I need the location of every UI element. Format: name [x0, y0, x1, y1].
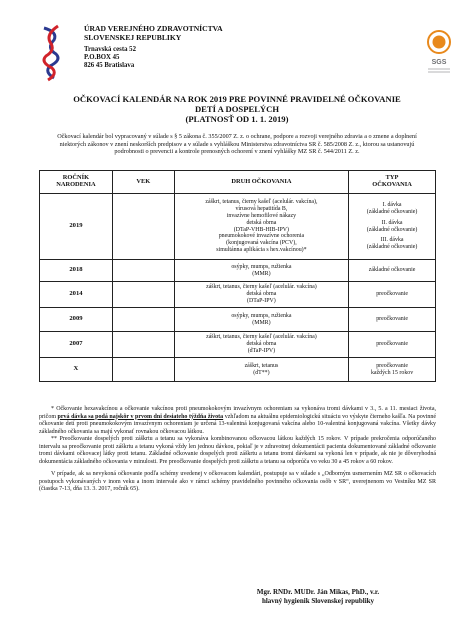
title-line: (PLATNOSŤ OD 1. 1. 2019) [185, 114, 289, 125]
vaccine-cell: záškrt, tetanus, čierny kašeľ (acelulár. vakcína) detská obrna (dTaP-IPV) [174, 332, 348, 358]
age-cell [112, 332, 174, 358]
year-cell: 2009 [40, 308, 113, 332]
signatory-name: Mgr. RNDr. MUDr. Ján Mikas, PhD., v.r. [256, 588, 380, 596]
age-cell [112, 260, 174, 282]
age-cell [112, 308, 174, 332]
table-row [40, 282, 436, 308]
footnote-double-star-text: Preočkovanie dospelých proti záškrtu a tetanu sa vykonáva kombinovanou očkovacou látkou každých 15 rokov. [59, 436, 342, 443]
closing-paragraph: V prípade, ak sa nevykoná očkovanie podľa schémy uvedenej v očkovacom kalendári, postupuje sa v súlade s „Odborným usmernením MZ SR o očkovacích postupoch vykonávaných v inom veku a inom intervale ako v rámci schémy pravidelného povinného očkovania osôb v SR“, uverejnenom vo Vestníku MZ SR (čiastka 7-13, dňa 13. 3. 2017, ročník 65). [39, 471, 436, 493]
table-row [40, 260, 436, 282]
age-cell [112, 194, 174, 260]
footnote-double-star [39, 436, 436, 466]
header-vek: VEK [112, 171, 174, 194]
title-line: OČKOVACÍ KALENDÁR NA ROK 2019 PRE POVINNÉ PRAVIDELNÉ OČKOVANIE [73, 94, 401, 104]
type-cell: základné očkovanie [349, 260, 436, 282]
vaccine-cell: záškrt, tetanus, čierny kašeľ (acelulár. vakcína), vírusová hepatitída B, invazívne hemofilové nákazy detská obrna (DTaP-VHB-HIB-IPV) pneumokokové invazívne ochorenia (konjugovaná vakcína (PCV), simultánna aplikácia s hex.vakcínou)* [174, 194, 348, 260]
table-row [40, 358, 436, 382]
organization-address [84, 46, 136, 71]
type-cell: preočkovanie každých 15 rokov [349, 358, 436, 382]
vaccine-cell: osýpky, mumps, ružienka (MMR) [174, 308, 348, 332]
footnote-star-text: Očkovanie hexavakcínou a očkovanie vakcínou proti pneumokokovým invazívnym ochoreniam sa vykonáva tromi dávkami v 3., 5. a 11. mesiaci života, pričom [39, 406, 437, 420]
signature-block [200, 588, 436, 606]
type-cell: I. dávka (základné očkovanie) II. dávka (základné očkovanie) III. dávka (základné očkovanie) [349, 194, 436, 260]
organization-name [84, 24, 223, 42]
footnote-star [39, 406, 436, 436]
certification-logo [424, 26, 454, 76]
org-line: ÚRAD VEREJNÉHO ZDRAVOTNÍCTVA [84, 24, 223, 33]
header-rocnik: ROČNÍK NARODENIA [40, 171, 113, 194]
footnote-highlight: prvá dávka sa podá najskôr v prvom dni desiateho týždňa života [57, 413, 224, 420]
document-title [40, 94, 434, 125]
footnote-star-text-cont: vzhľadom na aktuálnu epidemiologickú situáciu vo výskyte čierneho kašľa. Na povinné očkovanie detí proti pneumokokovým invazívnym ochoreniam je určená 13-valentná konjugovaná vakcína alebo 10-valentná konjugovaná vakcína. Všetky dávky základného očkovania sa majú vykonať rovnakou očkovacou látkou. [39, 413, 437, 435]
intro-paragraph: Očkovací kalendár bol vypracovaný v súlade s § 5 zákona č. 355/2007 Z. z. o ochrane, podpore a rozvoji verejného zdravia a o zmene a doplnení niektorých zákonov v znení neskorších predpisov a v súlade s vyhláškou Ministerstva zdravotníctva SR č. 585/2008 Z. z., ktorou sa ustanovujú podrobnosti o prevencii a kontrole prenosných ochorení v znení vyhlášky MZ SR č. 544/2011 Z. z. [57, 133, 417, 156]
title-line: DETÍ A DOSPELÝCH [194, 104, 280, 115]
year-cell: 2014 [40, 282, 113, 308]
table-row [40, 332, 436, 358]
address-line: P.O.BOX 45 [84, 54, 120, 62]
table-row [40, 194, 436, 260]
type-cell: preočkovanie [349, 282, 436, 308]
vaccination-table [39, 170, 436, 382]
cert-logo-text: SGS [431, 59, 447, 66]
table-row [40, 308, 436, 332]
footnote-double-star-text-cont: V prípade prekročenia odporúčaného intervalu sa preočkovanie proti záškrtu a tetanu vykoná vždy len jednou dávkou, pokiaľ je v zdravotnej dokumentácii pacienta dokumentované základné očkovanie tromi dávkami očkovacej látky proti tetanu. Základné očkovanie dospelých proti záškrtu a tetanu tromi dávkami sa vykoná len v prípade, ak nie je dôveryhodná dokumentácia základného očkovania v minulosti. Pre preočkovanie dospelých proti záškrtu a tetanu sa odporúča vo veku 30 a 45 rokov a 60 rokov. [39, 436, 436, 465]
org-line: SLOVENSKEJ REPUBLIKY [84, 33, 182, 42]
vaccine-cell: osýpky, mumps, ružienka (MMR) [174, 260, 348, 282]
ministry-logo [40, 22, 62, 84]
year-cell: 2019 [40, 194, 113, 260]
footnotes [39, 406, 436, 494]
address-line: 826 45 Bratislava [84, 62, 135, 70]
header-druh: DRUH OČKOVANIA [174, 171, 348, 194]
header-typ: TYP OČKOVANIA [349, 171, 436, 194]
footnote-star-mark: * [51, 406, 54, 412]
year-cell: 2007 [40, 332, 113, 358]
signatory-role: hlavný hygienik Slovenskej republiky [261, 597, 375, 605]
footnote-double-star-mark: ** [51, 436, 57, 443]
type-cell: preočkovanie [349, 332, 436, 358]
year-cell: 2018 [40, 260, 113, 282]
age-cell [112, 282, 174, 308]
type-cell: preočkovanie [349, 308, 436, 332]
vaccine-cell: záškrt, tetanus (dT**) [174, 358, 348, 382]
table-header-row [40, 171, 436, 194]
vaccine-cell: záškrt, tetanus, čierny kašeľ (acelulár. vakcína) detská obrna (DTaP-IPV) [174, 282, 348, 308]
address-line: Trnavská cesta 52 [84, 46, 136, 53]
age-cell [112, 358, 174, 382]
year-cell: X [40, 358, 113, 382]
